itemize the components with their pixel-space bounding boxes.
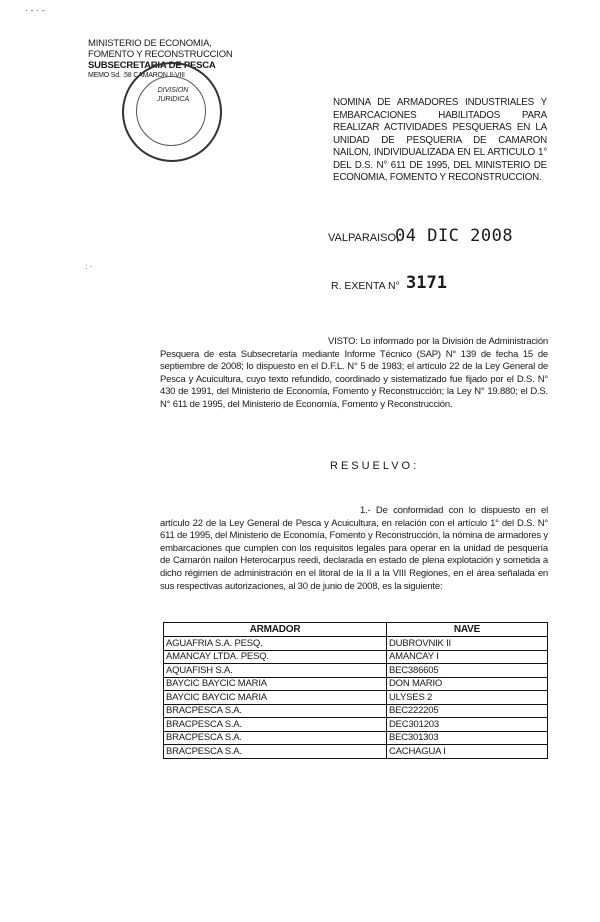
article-1-paragraph: 1.- De conformidad con lo dispuesto en el artículo 22 de la Ley General de Pesca y Acuicultura, en relación con el artículo 1° del D.S. N° 611 de 1995, del Ministerio de Economía, Fomento y Reconstrucción, la nómina de armadores y embarcaciones que cumplen con los requisitos legales para operar en la unidad de pesquería de Camarón nailon Heterocarpus reedi, declarada en estado de plena explotación y sometida a dicho régimen de administración en el litoral de la II a la VIII Regiones, en el área señalada en sus respectivas autorizaciones, al 30 de junio de 2008, es la siguiente: bbox=[160, 505, 548, 592]
resolution-date: 04 DIC 2008 bbox=[395, 226, 514, 246]
cell-armador: BRACPESCA S.A. bbox=[164, 745, 387, 759]
cell-nave: ULYSES 2 bbox=[387, 691, 548, 705]
fleet-table bbox=[163, 622, 548, 759]
stamp-text: DIVISION JURIDICA bbox=[156, 87, 190, 103]
cell-armador: BRACPESCA S.A. bbox=[164, 704, 387, 718]
cell-armador: AGUAFRIA S.A. PESQ. bbox=[164, 637, 387, 651]
resolution-label: R. EXENTA N° bbox=[331, 280, 400, 292]
cell-nave: BEC222205 bbox=[387, 704, 548, 718]
cell-nave: BEC386605 bbox=[387, 664, 548, 678]
table-row bbox=[164, 677, 548, 691]
document-title: NOMINA DE ARMADORES INDUSTRIALES Y EMBARCACIONES HABILITADOS PARA REALIZAR ACTIVIDADES PESQUERAS EN LA UNIDAD DE PESQUERIA DE CAMARON NAILON, INDIVIDUALIZADA EN EL ARTICULO 1° DEL D.S. N° 611 DE 1995, DEL MINISTERIO DE ECONOMIA, FOMENTO Y RECONSTRUCCION. bbox=[333, 97, 547, 183]
resolution-number: 3171 bbox=[406, 273, 447, 293]
scan-specks: : · bbox=[85, 262, 93, 271]
cell-armador: BRACPESCA S.A. bbox=[164, 718, 387, 732]
table-row bbox=[164, 637, 548, 651]
table-header-row bbox=[164, 623, 548, 637]
cell-armador: BAYCIC BAYCIC MARIA bbox=[164, 677, 387, 691]
table-row bbox=[164, 718, 548, 732]
letterhead-line-1: MINISTERIO DE ECONOMIA, bbox=[88, 38, 212, 49]
table-row bbox=[164, 664, 548, 678]
cell-nave: DUBROVNIK II bbox=[387, 637, 548, 651]
letterhead-line-3: SUBSECRETARIA DE PESCA bbox=[88, 60, 216, 71]
cell-nave: DON MARIO bbox=[387, 677, 548, 691]
cell-nave: BEC301303 bbox=[387, 731, 548, 745]
table-row bbox=[164, 650, 548, 664]
cell-nave: DEC301203 bbox=[387, 718, 548, 732]
cell-armador: AMANCAY LTDA. PESQ. bbox=[164, 650, 387, 664]
table-row bbox=[164, 745, 548, 759]
cell-armador: BRACPESCA S.A. bbox=[164, 731, 387, 745]
memo-reference: MEMO Sd. .58 CAMARON II-VIII bbox=[88, 72, 185, 79]
place-label: VALPARAISO, bbox=[328, 232, 400, 244]
visto-paragraph: VISTO: Lo informado por la División de Administración Pesquera de esta Subsecretaría mediante Informe Técnico (SAP) N° 139 de fecha 15 de septiembre de 2008; lo dispuesto en el D.F.L. N° 5 de 1983; el artículo 22 de la Ley General de Pesca y Acuicultura, cuyo texto refundido, coordinado y sistematizado fue fijado por el D.S. N° 430 de 1991, del Ministerio de Economía, Fomento y Reconstrucción; la Ley N° 19.880; el D.S. N° 611 de 1995, del Ministerio de Economía, Fomento y Reconstrucción. bbox=[160, 336, 548, 410]
cell-armador: BAYCIC BAYCIC MARIA bbox=[164, 691, 387, 705]
cell-nave: AMANCAY I bbox=[387, 650, 548, 664]
table-row bbox=[164, 731, 548, 745]
table-row bbox=[164, 704, 548, 718]
resuelvo-heading: RESUELVO: bbox=[330, 460, 420, 472]
header-armador: ARMADOR bbox=[164, 623, 387, 637]
cell-armador: AQUAFISH S.A. bbox=[164, 664, 387, 678]
scan-marks: ·-·- bbox=[25, 6, 48, 15]
division-stamp bbox=[122, 62, 222, 162]
table-row bbox=[164, 691, 548, 705]
cell-nave: CACHAGUA I bbox=[387, 745, 548, 759]
letterhead-line-2: FOMENTO Y RECONSTRUCCION bbox=[88, 49, 233, 60]
header-nave: NAVE bbox=[387, 623, 548, 637]
